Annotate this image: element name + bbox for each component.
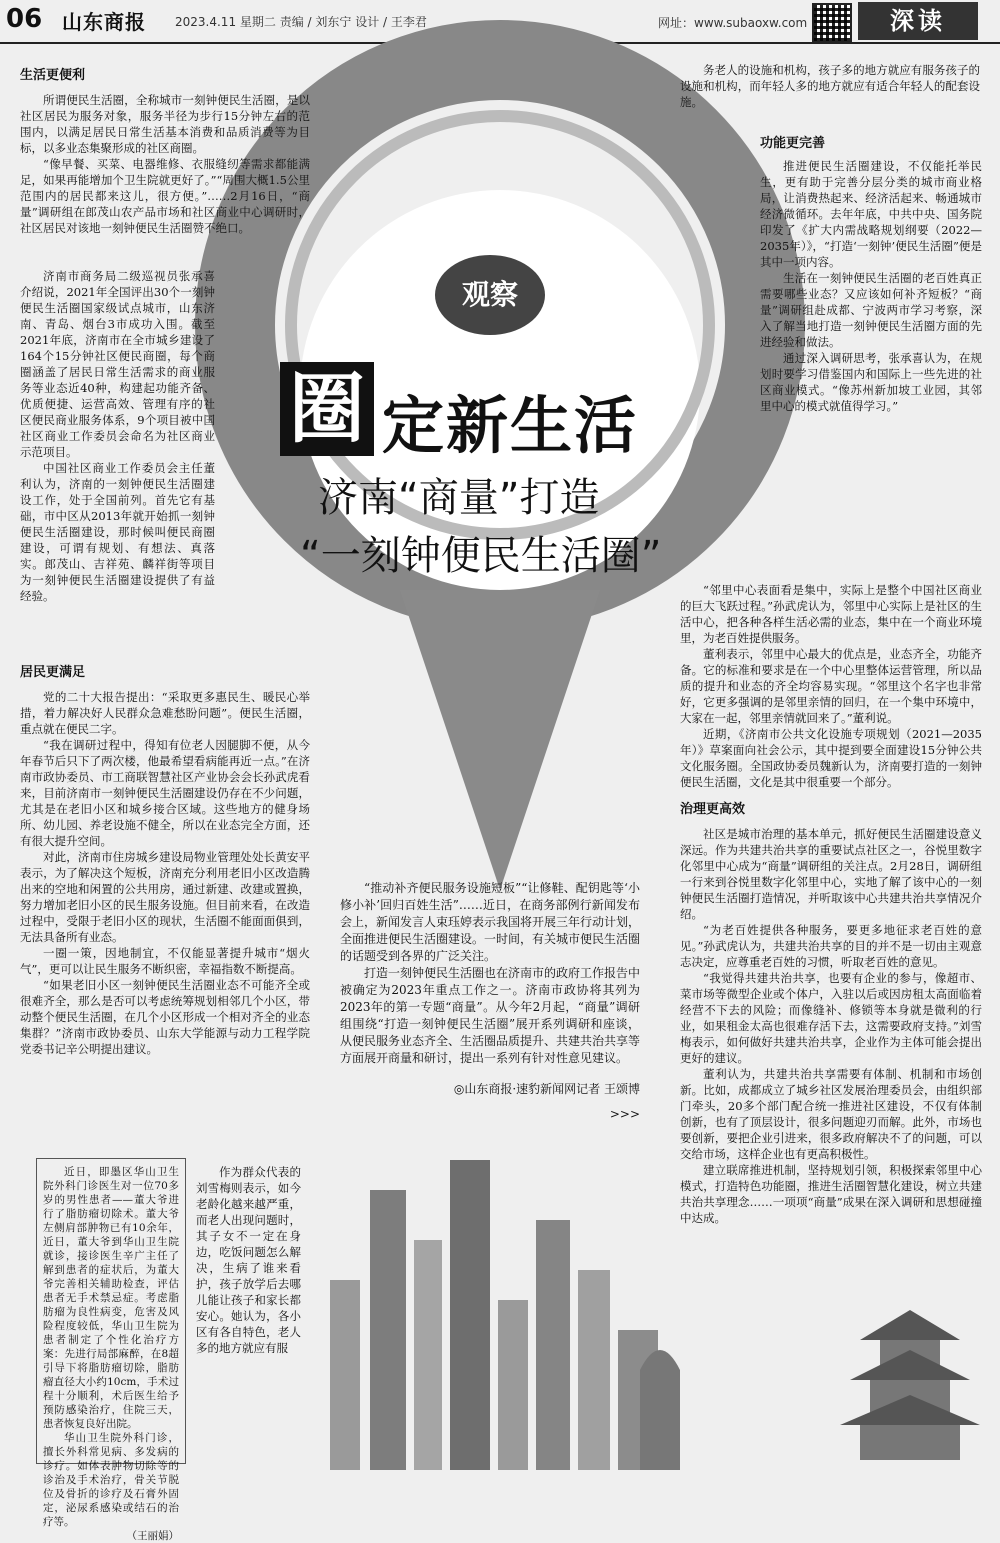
pagoda-illustration [830, 1280, 990, 1460]
paragraph: 华山卫生院外科门诊，擅长外科常见病、多发病的诊疗。如体表肿物切除等的诊治及手术治疗，骨关节脱位及骨折的诊疗及石膏外固定，泌尿系感染或结石的治疗等。 [43, 1432, 179, 1528]
paragraph: “我觉得共建共治共享，也要有企业的参与，像超市、菜市场等微型企业或个体户，入驻以后或因房租太高面临着经营不下去的风险；而像缝补、修锁等本身就是微利的行业，如果租金太高也很难存活下去，这需要政府支持。”刘雪梅表示，如何做好共建共治共享，企业作为主体可能会提出更好的建议。 [680, 971, 982, 1065]
qr-code-icon[interactable] [812, 3, 852, 43]
headline: 定新生活 [382, 389, 639, 462]
section-heading-functions: 功能更完善 [760, 136, 826, 151]
paragraph: 济南市商务局二级巡视员张承喜介绍说，2021年全国评出30个一刻钟便民生活圈国家级试点城市，山东济南、青岛、烟台3市成功入围。截至2021年底，济南市在全市城乡建设了164个15分钟社区便民商圈，每个商圈涵盖了居民日常生活需求的商业服务等业态近40种，构建起功能齐备、优质便捷、运营高效、管理有序的社区便民商业服务体系，9个项目被中国社区商业工作委员会命名为社区商业示范项目。 [20, 269, 215, 459]
paragraph: 打造一刻钟便民生活圈也在济南市的政府工作报告中被确定为2023年重点工作之一。济南市政协将其列为2023年的第一专题“商量”。从今年2月起，“商量”调研组围绕“打造一刻钟便民生活圈”展开系列调研和座谈，从便民服务业态齐全、生活圈品质提升、共建共治共享等方面展开商量和研讨，提出一系列有针对性意见建议。 [340, 966, 641, 1065]
paragraph: 近日，即墨区华山卫生院外科门诊医生对一位70多岁的男性患者——董大爷进行了脂肪瘤切除术。董大爷左侧肩部肿物已有10余年，近日，董大爷到华山卫生院就诊，接诊医生辛广主任了解到患者的症状后，为董大爷完善相关辅助检查，评估患者无手术禁忌症。考虑脂肪瘤为良性病变，危害及风险程度较低，华山卫生院为患者制定了个性化治疗方案：先进行局部麻醉，在8超引导下将脂肪瘤切除，脂肪瘤直径大小约10cm，手术过程十分顺利，术后医生给予预防感染治疗，住院三天，患者恢复良好出院。 [43, 1166, 179, 1430]
paragraph: 所谓便民生活圈，全称城市一刻钟便民生活圈，是以社区居民为服务对象，服务半径为步行15分钟左右的范围内，以满足居民日常生活基本消费和品质消费等为目标，以多业态集聚形成的社区商圈。 [20, 93, 310, 155]
right-column-middle [680, 582, 982, 1226]
city-skyline-illustration [310, 1130, 700, 1470]
left-column-narrow [20, 268, 215, 604]
right-column-top [680, 62, 980, 110]
observation-badge: 观察 [435, 255, 545, 335]
right-column-narrow [760, 136, 982, 414]
paragraph: 作为群众代表的刘雪梅则表示，如今老龄化越来越严重，而老人出现问题时，其子女不一定在身边，吃饭问题怎么解决，生病了谁来看护，孩子放学后去哪儿能让孩子和家长都安心。她认为，各小区有各自特色，老人多的地方就应有服 [196, 1165, 301, 1355]
reporter-credit: ◎山东商报·速豹新闻网记者 王颂博 [453, 1082, 640, 1096]
left-column-middle [20, 665, 310, 1057]
section-heading-convenience: 生活更便利 [20, 68, 86, 83]
paragraph: 生活在一刻钟便民生活圈的老百姓真正需要哪些业态？又应该如何补齐短板？“商量”调研组赴成都、宁波两市学习考察，深入了解当地打造一刻钟便民生活圈方面的先进经验和做法。 [760, 271, 982, 349]
paragraph: 近期，《济南市公共文化设施专项规划（2021—2035年）》草案面向社会公示，其中提到要全面建设15分钟公共文化服务圈。全国政协委员魏新认为，济南要打造的一刻钟便民生活圈，文化是其中很重要一个部分。 [680, 727, 982, 789]
section-tag: 深读 [858, 2, 978, 40]
left-column-tail [196, 1164, 301, 1356]
paragraph: 党的二十大报告提出：“采取更多惠民生、暖民心举措，着力解决好人民群众急难愁盼问题”。便民生活圈，重点就在便民二字。 [20, 690, 310, 736]
section-heading-governance: 治理更高效 [680, 802, 746, 817]
subtitle-line-2: “一刻钟便民生活圈” [300, 533, 662, 579]
paragraph: 建立联席推进机制，坚持规划引领，积极探索邻里中心模式，打造特色功能圈，推进生活圈智慧化建设，树立共建共治共享理念……一项项“商量”成果在深入调研和思想碰撞中达成。 [680, 1163, 982, 1225]
paragraph: 董利表示，邻里中心最大的优点是，业态齐全，功能齐备。它的标准和要求是在一个中心里整体运营管理，所以品质的提升和业态的齐全均容易实现。“邻里这个名字也非常好，它更多强调的是邻里亲情的回归，在一个集中环境中，大家在一起，邻里亲情就回来了。”董利说。 [680, 647, 982, 725]
headline-first-char: 圈 [280, 362, 374, 456]
paragraph: 通过深入调研思考，张承喜认为，在规划时要学习借鉴国内和国际上一些先进的社区商业模式。“像苏州新加坡工业园，其邻里中心的模式就值得学习。” [760, 351, 982, 413]
paragraph: 推进便民生活圈建设，不仅能托举民生，更有助于完善分层分类的城市商业格局，让消费热起来、经济活起来、畅通城市经济微循环。去年年底，中共中央、国务院印发了《扩大内需战略规划纲要（2022—2035年）》，“打造‘一刻钟’便民生活圈”便是其中一项内容。 [760, 159, 982, 269]
map-pin-graphic [400, 590, 600, 890]
paragraph: 一圈一策，因地制宜，不仅能显著提升城市“烟火气”，更可以让民生服务不断织密，幸福指数不断提高。 [20, 946, 310, 976]
paragraph: “邻里中心表面看是集中，实际上是整个中国社区商业的巨大飞跃过程。”孙武虎认为，邻里中心实际上是社区的生活中心，把各种各样生活必需的业态，集中在一个商业环境里，为老百姓提供服务。 [680, 583, 982, 645]
page-number: 06 [6, 4, 43, 34]
paragraph: “如果老旧小区一刻钟便民生活圈业态不可能齐全或很难齐全，那么是否可以考虑统筹规划相邻几个小区，带动整个便民生活圈，在几个小区形成一个相对齐全的业态集群？”济南市政协委员、山东大学能源与动力工程学院党委书记辛公明提出建议。 [20, 978, 310, 1056]
paragraph: 社区是城市治理的基本单元，抓好便民生活圈建设意义深远。作为共建共治共享的重要试点社区之一，谷悦里数字化邻里中心成为“商量”调研组的关注点。2月28日，调研组一行来到谷悦里数字化邻里中心，实地了解了该中心的一刻钟便民生活圈打造情况，并听取该中心共建共治共享情况介绍。 [680, 827, 982, 921]
paragraph: “为老百姓提供各种服务，要更多地征求老百姓的意见。”孙武虎认为，共建共治共享的目的并不是一切由主观意志决定，应尊重老百姓的习惯，听取老百姓的意见。 [680, 923, 982, 969]
continue-arrow-icon: >>> [609, 1107, 640, 1121]
center-intro [340, 880, 640, 1123]
newspaper-name: 山东商报 [62, 10, 146, 34]
paragraph: “像早餐、买菜、电器维修、衣服缝纫等需求都能满足，如果再能增加个卫生院就更好了。”“周围大概1.5公里范围内的居民都来这儿，很方便。”……2月16日，“商量”调研组在郎茂山农产品市场和社区商业中心调研时，社区居民对该地一刻钟便民生活圈赞不绝口。 [20, 157, 310, 235]
section-heading-satisfaction: 居民更满足 [20, 665, 86, 680]
paragraph: 务老人的设施和机构，孩子多的地方就应有服务孩子的设施和机构，而年轻人多的地方就应有适合年轻人的配套设施。 [680, 63, 980, 109]
subtitle-line-1: 济南“商量”打造 [318, 475, 600, 521]
paragraph: 董利认为，共建共治共享需要有体制、机制和市场创新。比如，成都成立了城乡社区发展治理委员会，由组织部门牵头，20多个部门配合统一推进社区建设，不仅有体制创新，也有了顶层设计，很多问题迎刃而解。此外，市场也要创新，要把企业引进来，很多政府解决不了的问题，可以交给市场，这样企业也有更高积极性。 [680, 1067, 982, 1161]
paragraph: “推动补齐便民服务设施短板”“让修鞋、配钥匙等‘小修小补’回归百姓生活”……近日，在商务部例行新闻发布会上，新闻发言人束珏婷表示我国将开展三年行动计划，全面推进便民生活圈建设。一时间，有关城市便民生活圈的话题受到各界的广泛关注。 [340, 881, 641, 963]
paragraph: 中国社区商业工作委员会主任董利认为，济南的一刻钟便民生活圈建设工作，处于全国前列。首先它有基础，市中区从2013年就开始抓一刻钟便民生活圈建设，那时候叫便民商圈建设，可谓有规划、有想法、真落实。郎茂山、吉祥苑、麟祥街等项目为一刻钟便民生活圈建设提供了有益经验。 [20, 461, 215, 603]
byline: （王丽娟） [126, 1530, 179, 1542]
website-url[interactable]: 网址：www.subaoxw.com [658, 16, 808, 30]
paragraph: 对此，济南市住房城乡建设局物业管理处处长黄安平表示，为了解决这个短板，济南充分利用老旧小区改造腾出来的空地和闲置的公共用房，通过新建、改建或置换，努力增加老旧小区的民生服务设施。但目前来看，在改造过程中，受限于老旧小区的现状，生活圈不能面面俱到，无法具备所有业态。 [20, 850, 310, 944]
paragraph: “我在调研过程中，得知有位老人因腿脚不便，从今年春节后只下了两次楼，他最希望看病能再近一点。”在济南市政协委员、市工商联智慧社区产业协会会长孙武虎看来，目前济南市一刻钟便民生活圈建设仍存在不少问题，尤其是在老旧小区和城乡接合区域。这些地方的健身场所、幼儿园、养老设施不健全，所以在业态完全方面，还有很大提升空间。 [20, 738, 310, 848]
issue-meta: 2023.4.11 星期二 责编 / 刘东宁 设计 / 王李君 [175, 15, 427, 29]
sidebar-notice-box [36, 1158, 186, 1542]
left-column-top [20, 68, 310, 236]
